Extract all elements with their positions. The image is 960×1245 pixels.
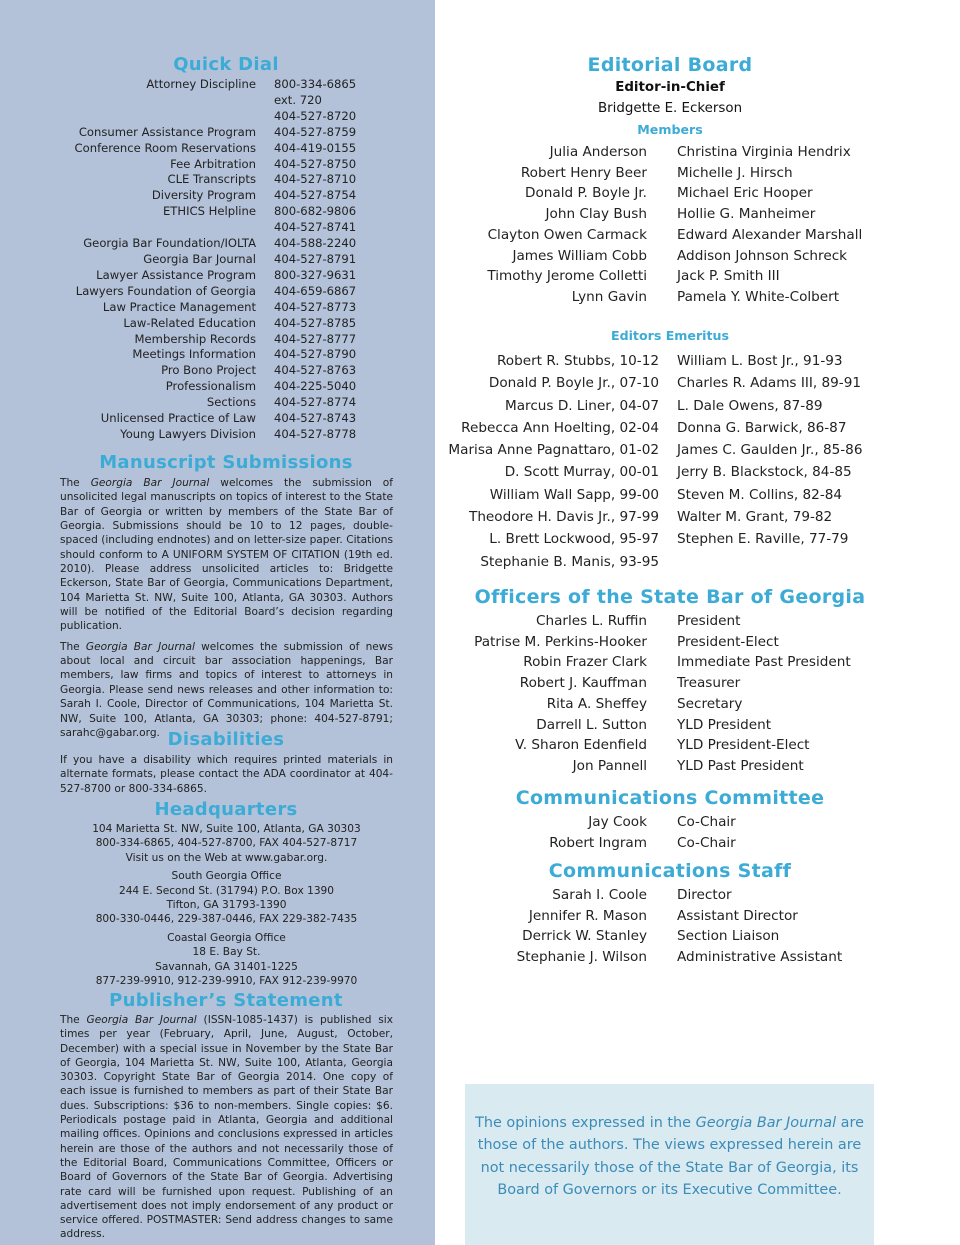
quick-dial-label: Young Lawyers Division	[120, 426, 256, 441]
member-row	[440, 246, 900, 267]
quick-dial-number: 404-527-8791	[274, 251, 357, 266]
staff-name: Jennifer R. Mason	[528, 907, 647, 924]
quick-dial-entry	[60, 204, 400, 220]
member-name-right: Edward Alexander Marshall	[677, 226, 863, 243]
member-name-right: Christina Virginia Hendrix	[677, 144, 851, 160]
opinions-disclaimer-box: The opinions expressed in the Georgia Bar Journal are those of the authors. The views expressed herein are not necessarily those of the State Bar of Georgia, its Board of Governors or its Executive Committee.	[465, 1084, 874, 1245]
south-office-line: Tifton, GA 31793-1390	[166, 899, 287, 912]
member-name-left: Clayton Owen Carmack	[487, 226, 647, 243]
officer-name: Robert J. Kauffman	[519, 675, 647, 692]
manuscript-submissions-heading: Manuscript Submissions	[99, 452, 353, 473]
quick-dial-label: Sections	[206, 395, 256, 410]
staff-name: Derrick W. Stanley	[522, 928, 647, 945]
staff-name: Sarah I. Coole	[552, 887, 647, 903]
quick-dial-entry	[60, 411, 400, 427]
staff-row	[440, 885, 900, 906]
south-office-line: South Georgia Office	[171, 870, 282, 883]
member-name-right: Addison Johnson Schreck	[677, 247, 848, 264]
quick-dial-number: ext. 720	[274, 92, 322, 107]
officer-row	[440, 715, 900, 736]
committee-row	[440, 833, 900, 854]
left-sidebar-panel	[0, 0, 435, 1245]
quick-dial-label: Law-Related Education	[123, 315, 256, 330]
editor-in-chief-label: Editor-in-Chief	[615, 80, 725, 95]
staff-row	[440, 906, 900, 927]
emeritus-row	[440, 395, 900, 417]
quick-dial-entry	[60, 316, 400, 332]
emeritus-left: Theodore H. Davis Jr., 97-99	[469, 509, 659, 526]
officer-title: YLD President	[677, 716, 772, 733]
officer-row	[440, 694, 900, 715]
member-row	[440, 163, 900, 184]
coastal-office-line: Coastal Georgia Office	[167, 931, 286, 944]
main-office-line: 104 Marietta St. NW, Suite 100, Atlanta, GA 30303	[92, 823, 361, 835]
quick-dial-entry	[60, 268, 400, 284]
officer-name: Rita A. Sheffey	[546, 695, 647, 712]
quick-dial-label: Meetings Information	[132, 347, 256, 362]
main-office-line: Visit us on the Web at www.gabar.org.	[125, 851, 328, 864]
officer-name: Patrise M. Perkins-Hooker	[474, 633, 647, 650]
emeritus-right: James C. Gaulden Jr., 85-86	[677, 442, 863, 459]
quick-dial-number: 404-225-5040	[274, 379, 357, 394]
quick-dial-number: 800-334-6865	[274, 77, 357, 91]
member-name-right: Michael Eric Hooper	[677, 185, 813, 202]
quick-dial-number: 404-527-8790	[274, 347, 357, 362]
disabilities-text: If you have a disability which requires printed materials in alternate formats, please contact the ADA coordinator at 404-527-8700 or 800-334-6865.	[60, 754, 393, 795]
south-office-line: 244 E. Second St. (31794) P.O. Box 1390	[118, 884, 335, 897]
emeritus-row	[440, 439, 900, 461]
quick-dial-label: Georgia Bar Foundation/IOLTA	[83, 236, 256, 251]
quick-dial-number: 404-527-8754	[274, 188, 357, 203]
quick-dial-number: 404-527-8759	[274, 124, 357, 139]
member-name-left: Timothy Jerome Colletti	[487, 268, 647, 285]
members-list	[440, 142, 900, 308]
staff-row	[440, 926, 900, 947]
quick-dial-label: Law Practice Management	[102, 299, 256, 314]
member-name-left: Robert Henry Beer	[520, 164, 647, 181]
officer-title: Secretary	[677, 695, 743, 712]
emeritus-left: Marisa Anne Pagnattaro, 01-02	[448, 442, 659, 459]
quick-dial-number: 404-527-8785	[274, 315, 357, 330]
publishers-statement-text: The Georgia Bar Journal (ISSN-1085-1437) is published six times per year (February, April, June, August, October, December) with a special issue in November by the State Bar of Georgia, 104 Marietta St. NW, Suite 100, Atlanta, Georgia 30303. Copyright State Bar of Georgia 2014. One copy of each issue is furnished to members as part of their State Bar dues. Subscriptions: $36 to non-members. Single copies: $6. Periodicals postage paid in Atlanta, Georgia and additional mailing offices. Opinions and conclusions expressed in articles herein are those of the authors and not necessarily those of the Editorial Board, Communications Committee, Officers or Board of Governors of the State Bar of Georgia. Advertising rate card will be furnished upon request. Publishing of an advertisement does not imply endorsement of any product or service offered. POSTMASTER: Send address changes to same address.	[60, 1014, 393, 1241]
quick-dial-entry	[60, 395, 400, 411]
emeritus-right: William L. Bost Jr., 91-93	[677, 353, 843, 369]
main-office-line: 800-334-6865, 404-527-8700, FAX 404-527-8717	[95, 837, 358, 850]
quick-dial-label: Georgia Bar Journal	[143, 251, 256, 266]
quick-dial-number: 404-527-8720	[274, 108, 357, 123]
staff-row	[440, 947, 900, 968]
emeritus-left: Robert R. Stubbs, 10-12	[496, 353, 659, 369]
emeritus-row	[440, 506, 900, 528]
member-name-right: Pamela Y. White-Colbert	[677, 288, 840, 305]
quick-dial-number: 404-527-8710	[274, 172, 357, 187]
staff-name: Stephanie J. Wilson	[516, 949, 647, 966]
member-row	[440, 204, 900, 225]
emeritus-right: Jerry B. Blackstock, 84-85	[677, 464, 852, 481]
member-name-right: Jack P. Smith III	[677, 268, 780, 285]
emeritus-left: William Wall Sapp, 99-00	[489, 486, 659, 503]
quick-dial-entry	[60, 252, 400, 268]
quick-dial-entry	[60, 125, 400, 141]
quick-dial-label: Conference Room Reservations	[74, 140, 256, 155]
quick-dial-label: Lawyers Foundation of Georgia	[75, 283, 256, 298]
disabilities-heading: Disabilities	[167, 729, 285, 750]
quick-dial-heading: Quick Dial	[173, 54, 279, 75]
member-row	[440, 142, 900, 163]
communications-committee-heading: Communications Committee	[515, 787, 825, 809]
emeritus-row	[440, 372, 900, 394]
emeritus-left: L. Brett Lockwood, 95-97	[489, 531, 659, 548]
quick-dial-number: 800-327-9631	[274, 267, 357, 282]
quick-dial-label: Professionalism	[165, 379, 256, 394]
emeritus-row	[440, 350, 900, 372]
officer-title: President	[677, 613, 741, 629]
quick-dial-entry	[60, 220, 400, 236]
manuscript-paragraph-2: The Georgia Bar Journal welcomes the submission of news about local and circuit bar association happenings, Bar members, law firms and topics of interest to attorneys in Georgia. Please send news releases and other information to: Sarah I. Coole, Director of Communications, 104 Marietta St. NW, Suite 100, Atlanta, GA 30303; phone: 404-527-8791; sarahc@gabar.org.	[60, 640, 393, 739]
officers-heading: Officers of the State Bar of Georgia	[474, 586, 866, 608]
quick-dial-number: 404-527-8778	[274, 426, 357, 441]
quick-dial-number: 404-527-8763	[274, 363, 357, 378]
emeritus-right: Steven M. Collins, 82-84	[677, 486, 843, 503]
officer-row	[440, 632, 900, 653]
quick-dial-label	[60, 93, 256, 109]
quick-dial-number: 800-682-9806	[274, 204, 357, 219]
headquarters-addresses	[60, 822, 393, 992]
officer-name: Charles L. Ruffin	[536, 613, 647, 629]
officer-name: Robin Frazer Clark	[523, 654, 647, 671]
quick-dial-entry	[60, 157, 400, 173]
editors-emeritus-label: Editors Emeritus	[611, 328, 729, 343]
quick-dial-entry	[60, 109, 400, 125]
officer-row	[440, 756, 900, 777]
quick-dial-entry	[60, 172, 400, 188]
committee-member-name: Jay Cook	[588, 814, 647, 830]
officer-row	[440, 652, 900, 673]
emeritus-right: Walter M. Grant, 79-82	[677, 509, 833, 526]
editor-in-chief-name: Bridgette E. Eckerson	[597, 101, 743, 116]
quick-dial-entry	[60, 332, 400, 348]
quick-dial-label: CLE Transcripts	[167, 172, 256, 187]
quick-dial-entry	[60, 284, 400, 300]
quick-dial-label: Unlicensed Practice of Law	[100, 411, 256, 426]
officer-row	[440, 735, 900, 756]
member-name-right: Hollie G. Manheimer	[677, 206, 816, 223]
member-row	[440, 287, 900, 308]
emeritus-row	[440, 551, 900, 573]
quick-dial-entry	[60, 347, 400, 363]
member-row	[440, 225, 900, 246]
officer-title: YLD President-Elect	[677, 737, 810, 754]
quick-dial-entry	[60, 363, 400, 379]
quick-dial-label: Diversity Program	[151, 188, 256, 203]
members-label: Members	[637, 122, 703, 137]
quick-dial-label: Consumer Assistance Program	[78, 124, 256, 139]
officer-row	[440, 673, 900, 694]
quick-dial-label: Membership Records	[134, 331, 256, 346]
quick-dial-list	[60, 77, 400, 443]
coastal-office-block	[60, 931, 393, 989]
quick-dial-entry	[60, 379, 400, 395]
quick-dial-label: Attorney Discipline	[146, 77, 256, 91]
manuscript-paragraph-1: The Georgia Bar Journal welcomes the submission of unsolicited legal manuscripts on topics of interest to the State Bar of Georgia or written by members of the State Bar of Georgia. Submissions should be 10 to 12 pages, double-spaced (including endnotes) and on letter-size paper. Citations should conform to A UNIFORM SYSTEM OF CITATION (19th ed. 2010). Please address unsolicited articles to: Bridgette Eckerson, State Bar of Georgia, Communications Department, 104 Marietta St. NW, Suite 100, Atlanta, GA 30303. Authors will be notified of the Editorial Board’s decision regarding publication.	[60, 477, 393, 633]
emeritus-row	[440, 461, 900, 483]
emeritus-row	[440, 484, 900, 506]
quick-dial-entry	[60, 93, 400, 109]
quick-dial-entry	[60, 141, 400, 157]
communications-committee-list	[440, 812, 900, 853]
emeritus-row	[440, 417, 900, 439]
committee-member-name: Robert Ingram	[549, 834, 647, 851]
quick-dial-label: Fee Arbitration	[170, 156, 256, 171]
quick-dial-number: 404-527-8774	[274, 395, 357, 410]
officer-title: President-Elect	[677, 633, 779, 650]
headquarters-heading: Headquarters	[154, 799, 298, 820]
south-office-line: 800-330-0446, 229-387-0446, FAX 229-382-7435	[95, 913, 358, 926]
quick-dial-label: Lawyer Assistance Program	[96, 267, 256, 282]
quick-dial-number: 404-527-8777	[274, 331, 357, 346]
coastal-office-line: 18 E. Bay St.	[192, 946, 261, 959]
quick-dial-number: 404-527-8773	[274, 299, 357, 314]
staff-role: Section Liaison	[677, 928, 780, 945]
quick-dial-label: Pro Bono Project	[161, 363, 256, 378]
member-name-left: Donald P. Boyle Jr.	[525, 185, 647, 202]
quick-dial-entry	[60, 427, 400, 443]
committee-member-role: Co-Chair	[677, 814, 736, 830]
quick-dial-entry	[60, 188, 400, 204]
member-row	[440, 266, 900, 287]
officer-row	[440, 611, 900, 632]
quick-dial-number: 404-527-8741	[274, 220, 357, 235]
member-name-left: Lynn Gavin	[571, 288, 647, 305]
manuscript-submissions-text	[60, 476, 393, 746]
emeritus-left: Marcus D. Liner, 04-07	[504, 397, 659, 414]
quick-dial-entry	[60, 236, 400, 252]
editorial-board-heading: Editorial Board	[587, 54, 753, 76]
quick-dial-number: 404-527-8750	[274, 156, 357, 171]
officer-title: Treasurer	[677, 675, 741, 692]
member-name-left: John Clay Bush	[545, 206, 647, 223]
officer-name: Darrell L. Sutton	[536, 716, 647, 733]
officer-title: YLD Past President	[677, 757, 804, 774]
quick-dial-label	[60, 220, 256, 236]
quick-dial-entry	[60, 77, 400, 93]
member-row	[440, 183, 900, 204]
communications-staff-list	[440, 885, 900, 968]
staff-role: Administrative Assistant	[677, 949, 843, 966]
south-office-block	[60, 869, 393, 927]
quick-dial-label: ETHICS Helpline	[162, 204, 256, 219]
officer-title: Immediate Past President	[677, 654, 851, 671]
committee-member-role: Co-Chair	[677, 834, 736, 851]
emeritus-right: Donna G. Barwick, 86-87	[677, 419, 847, 436]
member-name-right: Michelle J. Hirsch	[677, 164, 793, 181]
officer-name: V. Sharon Edenfield	[515, 737, 647, 754]
officer-name: Jon Pannell	[572, 757, 647, 774]
staff-role: Director	[677, 887, 732, 903]
emeritus-left: D. Scott Murray, 00-01	[504, 464, 659, 481]
coastal-office-line: 877-239-9910, 912-239-9910, FAX 912-239-9970	[95, 975, 358, 988]
emeritus-row	[440, 528, 900, 550]
publishers-statement-heading: Publisher’s Statement	[109, 990, 343, 1011]
quick-dial-label	[60, 109, 256, 125]
quick-dial-number: 404-659-6867	[274, 283, 357, 298]
quick-dial-number: 404-527-8743	[274, 411, 357, 426]
member-name-left: Julia Anderson	[549, 144, 647, 160]
quick-dial-number: 404-588-2240	[274, 236, 357, 251]
emeritus-left: Rebecca Ann Hoelting, 02-04	[461, 419, 659, 436]
main-office-block	[60, 822, 393, 865]
editors-emeritus-list	[440, 350, 900, 573]
committee-row	[440, 812, 900, 833]
emeritus-right: Charles R. Adams III, 89-91	[677, 375, 862, 392]
communications-staff-heading: Communications Staff	[548, 860, 792, 882]
quick-dial-number: 404-419-0155	[274, 140, 357, 155]
staff-role: Assistant Director	[677, 907, 798, 924]
quick-dial-entry	[60, 300, 400, 316]
emeritus-left: Stephanie B. Manis, 93-95	[480, 553, 659, 570]
emeritus-left: Donald P. Boyle Jr., 07-10	[488, 375, 659, 392]
officers-list	[440, 611, 900, 777]
emeritus-right: L. Dale Owens, 87-89	[677, 397, 823, 414]
member-name-left: James William Cobb	[512, 247, 647, 264]
coastal-office-line: Savannah, GA 31401-1225	[155, 960, 298, 973]
emeritus-right: Stephen E. Raville, 77-79	[677, 531, 849, 548]
